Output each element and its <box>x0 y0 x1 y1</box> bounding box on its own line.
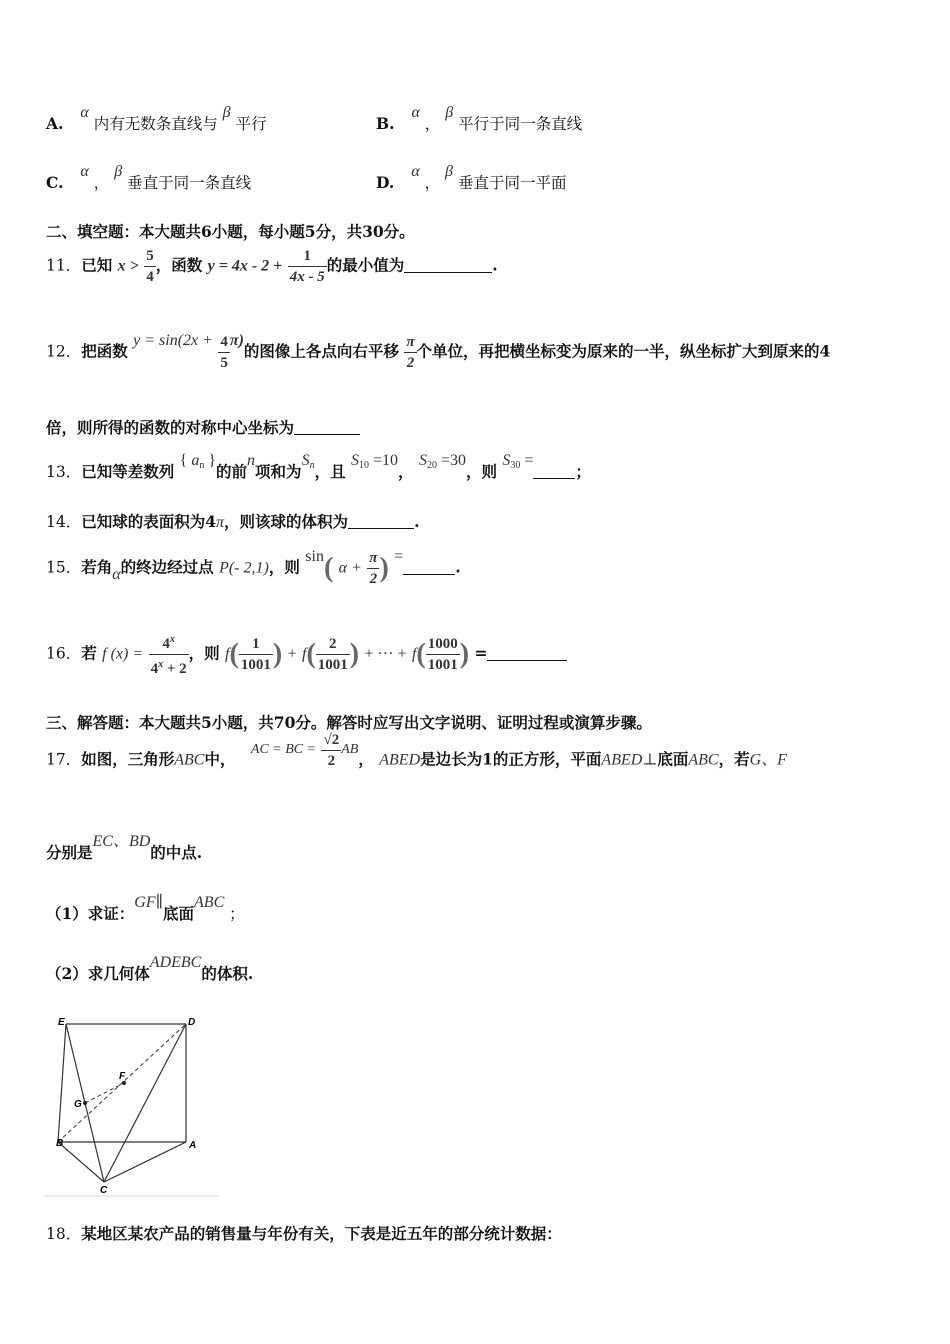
pi-symbol: π <box>216 514 225 531</box>
option-text: 平行 <box>235 115 267 133</box>
numerator: √2 <box>321 730 341 751</box>
question-text: 某地区某农产品的销售量与年份有关，下表是近五年的部分统计数据： <box>81 1224 562 1243</box>
numerator: π <box>367 548 379 569</box>
question-text: 若角 <box>81 557 113 577</box>
beta-symbol: β <box>114 163 123 180</box>
point-g <box>83 1101 87 1105</box>
question-text: 的图像上各点向右平移 <box>243 341 399 361</box>
base: 4 <box>150 661 159 677</box>
numerator <box>149 630 189 655</box>
value: =30 <box>440 452 466 469</box>
question-text: 的最小值为 <box>326 255 405 275</box>
answer-blank <box>403 574 455 575</box>
question-number: 11． <box>46 256 82 275</box>
part-label: （2）求几何体 <box>46 964 150 983</box>
right-paren: ) <box>379 552 389 584</box>
solid-adebc: ADEBC <box>149 954 202 971</box>
sin-function: sin <box>305 547 324 565</box>
math-expr: y = sin(2x + <box>133 331 213 349</box>
label-c: C <box>100 1185 108 1196</box>
question-text: 已知等差数列 <box>81 462 175 481</box>
option-a <box>46 104 267 134</box>
question-text: ，则 <box>465 462 497 481</box>
section-heading-solutions: 三、解答题：本大题共5小题，共70分。解答时应写出文字说明、证明过程或演算步骤。 <box>46 713 652 732</box>
points-g-f: G、F <box>749 751 787 769</box>
s30-expr: $S_{30}$ = <box>502 452 534 471</box>
comma: ， <box>424 115 441 133</box>
question-17-cont <box>46 833 910 863</box>
comma: ， <box>424 174 441 192</box>
math-expr: y = 4x - 2 + <box>207 257 283 275</box>
equals: = <box>394 547 404 565</box>
right-paren: ) <box>349 638 360 670</box>
fraction <box>144 246 156 287</box>
edge-eb <box>58 1024 66 1142</box>
beta-symbol: β <box>445 104 454 121</box>
question-text: ，则 <box>188 643 220 663</box>
denominator: 4x - 5 <box>289 269 325 285</box>
numerator: 5 <box>144 246 156 267</box>
value: = <box>524 452 534 469</box>
s10-expr: $S_{10} =10$ <box>350 452 399 471</box>
label-e: E <box>58 1017 65 1028</box>
edge-ac <box>104 1142 186 1182</box>
numerator: 1 <box>239 634 273 655</box>
denominator: 4 <box>146 269 154 285</box>
answer-blank <box>348 528 414 529</box>
punctuation: . <box>455 557 461 577</box>
answer-blank <box>404 272 492 273</box>
question-17-part-1: （1）求证：GF∥底面ABC ； <box>46 894 245 923</box>
label-b: B <box>56 1138 64 1149</box>
question-17 <box>46 732 910 781</box>
answer-blank <box>487 660 567 661</box>
fraction <box>367 548 379 589</box>
question-text: ，则该球的体积为 <box>224 512 349 531</box>
question-text: 项和为 <box>255 462 302 481</box>
denominator: 5 <box>220 355 228 371</box>
exponent: x <box>158 659 164 670</box>
denominator: 1001 <box>240 657 271 673</box>
denominator: 2 <box>406 355 415 371</box>
math-expr: + 2 <box>166 661 187 677</box>
question-17-part-2 <box>46 954 910 984</box>
perpendicular-symbol: ⊥ <box>642 751 658 769</box>
numerator: 1000 <box>426 634 460 655</box>
left-paren: ( <box>323 552 334 584</box>
question-text: 底面 <box>657 749 689 769</box>
alpha-symbol: α <box>80 163 89 180</box>
subscript: 10 <box>358 460 369 471</box>
triangle-abc: ABC <box>174 751 205 769</box>
question-text: 的终边经过点 <box>120 557 214 577</box>
section-heading-fill-in: 二、填空题：本大题共6小题，每小题5分，共30分。 <box>46 222 415 241</box>
a-symbol: a <box>191 452 200 469</box>
question-text: 已知球的表面积为4 <box>81 512 217 531</box>
segments-ec-bd: EC、BD <box>92 833 151 850</box>
math-expr: x > <box>117 257 139 275</box>
denominator: 2 <box>369 571 378 587</box>
fraction <box>404 332 416 373</box>
question-text: 若 <box>81 643 97 663</box>
alpha-symbol: α <box>411 163 420 180</box>
question-text: 的中点. <box>150 843 203 862</box>
fraction <box>426 634 460 675</box>
label-g: G <box>74 1099 82 1110</box>
value: =10 <box>372 452 399 469</box>
plane-abc: ABC <box>194 894 225 911</box>
numerator: 4 <box>218 332 230 353</box>
segment-ab: AB <box>341 741 359 757</box>
beta-symbol: β <box>222 104 231 121</box>
denominator: 2 <box>327 753 336 769</box>
plane-abc: ABC <box>688 751 719 769</box>
left-paren: ( <box>416 638 426 670</box>
label-d: D <box>188 1017 196 1028</box>
option-b <box>376 104 583 134</box>
question-number: 16． <box>46 644 82 663</box>
punctuation: ； <box>575 462 591 481</box>
function-f: f <box>411 645 417 663</box>
question-text: ，则 <box>268 557 300 577</box>
base: 4 <box>162 636 170 652</box>
question-12 <box>46 332 910 373</box>
question-text: 的前 <box>216 462 248 481</box>
answer-blank <box>294 434 360 435</box>
question-number: 12． <box>46 342 82 361</box>
left-paren: ( <box>229 638 239 670</box>
question-text: 如图，三角形 <box>81 749 175 769</box>
left-paren: ( <box>306 638 316 670</box>
question-text: 的体积. <box>201 964 254 983</box>
question-text: 已知 <box>81 255 113 275</box>
denominator <box>149 655 189 679</box>
segment-gf <box>85 1083 124 1103</box>
question-text: 是边长为1的正方形，平面 <box>420 749 602 769</box>
question-text: ，函数 <box>155 255 203 275</box>
option-c <box>46 163 252 193</box>
question-number: 14． <box>46 513 82 531</box>
question-text: 中， <box>204 749 236 769</box>
math-expr: AC = BC = <box>250 741 317 757</box>
option-letter: A. <box>46 114 64 133</box>
question-text: 个单位，再把横坐标变为原来的一半，纵坐标扩大到原来的4 <box>416 341 831 361</box>
question-11 <box>46 246 910 287</box>
plane-abed: ABED <box>601 751 643 769</box>
alpha-symbol: α <box>112 565 121 583</box>
function-f: f <box>302 645 307 663</box>
edge-bc <box>58 1142 104 1182</box>
comma: ， <box>93 174 110 192</box>
right-paren: ) <box>459 638 470 670</box>
beta-symbol: β <box>445 163 453 180</box>
denominator: 1001 <box>427 657 458 673</box>
fraction <box>288 246 327 287</box>
edge-dc <box>104 1024 186 1182</box>
numerator: π <box>404 332 416 353</box>
question-12-cont <box>46 416 910 438</box>
geometry-figure <box>44 1010 218 1200</box>
subscript: n <box>309 460 315 471</box>
sequence-an: { $a_n$ } <box>179 452 217 471</box>
part-label: （1）求证： <box>46 904 135 923</box>
question-text: 把函数 <box>81 341 128 361</box>
sum-sn <box>302 452 315 469</box>
question-number: 15． <box>46 558 82 577</box>
option-text: 内有无数条直线与 <box>93 115 218 133</box>
math-expr: α + <box>338 559 362 577</box>
function-f: f <box>225 645 230 663</box>
segment-gf: GF <box>134 894 156 911</box>
option-text: 垂直于同一条直线 <box>127 174 252 192</box>
subscript: 20 <box>426 460 437 471</box>
question-number: 13． <box>46 463 82 481</box>
fraction <box>321 730 341 771</box>
question-text: 倍，则所得的函数的对称中心坐标为 <box>46 418 295 437</box>
numerator: 1 <box>288 246 327 267</box>
option-letter: B. <box>376 114 395 133</box>
plus: + <box>287 645 297 663</box>
option-letter: D. <box>376 173 395 192</box>
fraction <box>316 634 350 675</box>
punctuation: . <box>492 255 498 275</box>
option-letter: C. <box>46 173 64 192</box>
option-text: 平行于同一条直线 <box>458 115 583 133</box>
point-p: P(- 2,1) <box>219 559 269 577</box>
square-abed: ABED <box>379 751 421 769</box>
answer-blank <box>533 478 575 479</box>
comma: ， <box>358 749 374 769</box>
fraction <box>239 634 273 675</box>
ellipsis: + ··· + <box>364 645 407 663</box>
question-16 <box>46 630 910 679</box>
label-a: A <box>189 1140 197 1151</box>
s20-expr: $S_{20} =30$ <box>418 452 466 471</box>
fraction <box>149 630 189 679</box>
n-symbol: n <box>247 452 256 469</box>
comma: ， <box>398 462 414 481</box>
s-symbol: S <box>301 452 310 469</box>
fraction <box>218 332 230 373</box>
equals: = <box>474 643 488 663</box>
function-f: f (x) = <box>102 645 144 663</box>
math-expr: π) <box>229 331 244 349</box>
alpha-symbol: α <box>80 104 89 121</box>
question-18 <box>46 1222 910 1244</box>
parallel-symbol: ∥ <box>155 894 164 911</box>
numerator: 2 <box>316 634 350 655</box>
question-number: 17． <box>46 750 82 769</box>
question-13 <box>46 452 910 483</box>
question-text: 底面 <box>163 904 195 923</box>
question-15 <box>46 548 910 589</box>
question-number: 18． <box>46 1225 82 1243</box>
label-f: F <box>119 1071 126 1082</box>
right-paren: ) <box>272 638 283 670</box>
question-text: ，若 <box>718 749 750 769</box>
exponent: x <box>169 634 175 645</box>
option-text: 垂直于同一平面 <box>457 174 567 192</box>
option-d <box>376 163 567 193</box>
question-text: 分别是 <box>46 843 93 862</box>
punctuation: . <box>414 512 420 531</box>
subscript: 30 <box>510 460 521 471</box>
question-14 <box>46 510 910 532</box>
alpha-symbol: α <box>411 104 420 121</box>
subscript: n <box>199 460 205 471</box>
denominator: 1001 <box>317 657 348 673</box>
question-text: ，且 <box>314 462 346 481</box>
